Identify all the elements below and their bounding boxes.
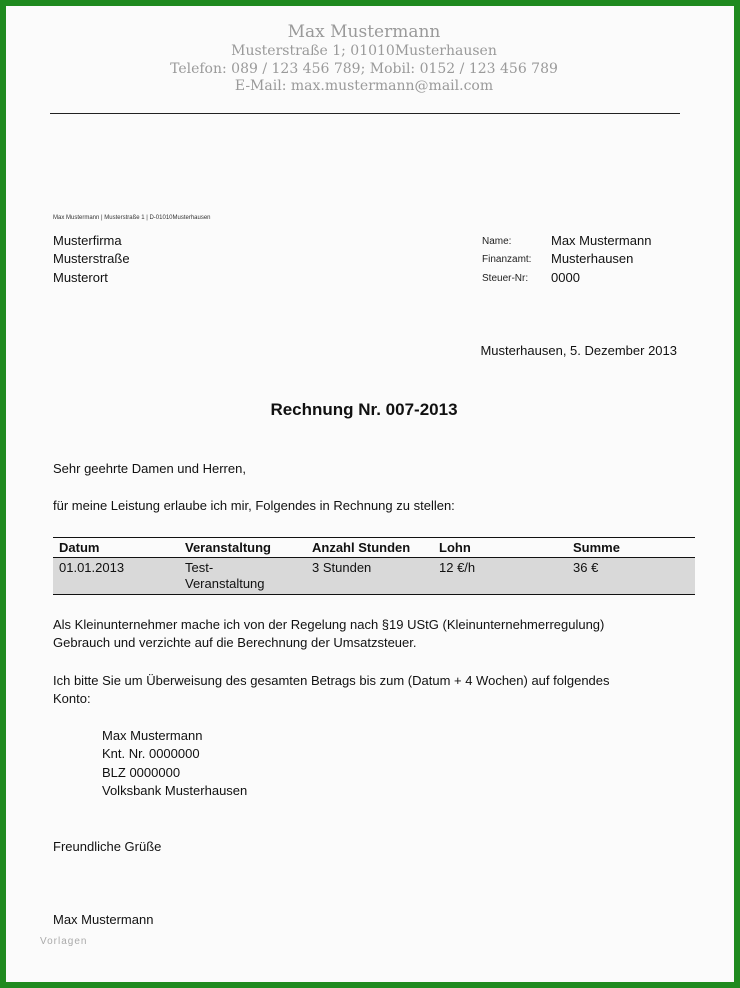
- letterhead-phone: Telefon: 089 / 123 456 789; Mobil: 0152 / 123 456 789: [170, 61, 558, 77]
- account-line: Max Mustermann: [102, 728, 203, 743]
- column-header-lohn: Lohn: [433, 538, 567, 558]
- header-divider: [50, 113, 680, 114]
- cell-summe: 36 €: [567, 558, 695, 595]
- intro-text: für meine Leistung erlaube ich mir, Folgendes in Rechnung zu stellen:: [53, 498, 455, 513]
- recipient-line: Musterort: [53, 270, 108, 285]
- letterhead-address: Musterstraße 1; 01010Musterhausen: [231, 43, 497, 59]
- table-row: [53, 558, 695, 595]
- column-header-stunden: Anzahl Stunden: [306, 538, 433, 558]
- recipient-line: Musterfirma: [53, 233, 122, 248]
- account-line: BLZ 0000000: [102, 765, 181, 780]
- table-header-row: [53, 538, 695, 558]
- payment-line: Ich bitte Sie um Überweisung des gesamten Betrags bis zum (Datum + 4 Wochen) auf folgendes: [53, 673, 610, 688]
- signature-name: Max Mustermann: [53, 912, 154, 927]
- watermark: Vorlagen: [40, 936, 88, 947]
- tax-note-line: Als Kleinunternehmer mache ich von der Regelung nach §19 UStG (Kleinunternehmerregulung): [53, 617, 605, 632]
- cell-stunden: 3 Stunden: [306, 558, 433, 595]
- column-header-summe: Summe: [567, 538, 695, 558]
- sender-line: Max Mustermann | Musterstraße 1 | D-01010Musterhausen: [53, 215, 211, 221]
- info-label: Name:: [482, 236, 512, 247]
- letterhead-name: Max Mustermann: [287, 22, 441, 42]
- salutation: Sehr geehrte Damen und Herren,: [53, 461, 246, 476]
- info-value: Max Mustermann: [551, 233, 652, 248]
- column-header-datum: Datum: [53, 538, 179, 558]
- column-header-veranstaltung: Veranstaltung: [179, 538, 306, 558]
- info-value: 0000: [551, 270, 580, 285]
- tax-note-line: Gebrauch und verzichte auf die Berechnung der Umsatzsteuer.: [53, 635, 417, 650]
- info-label: Finanzamt:: [482, 254, 532, 265]
- account-line: Volksbank Musterhausen: [102, 783, 248, 798]
- account-line: Knt. Nr. 0000000: [102, 746, 200, 761]
- payment-line: Konto:: [53, 691, 91, 706]
- cell-lohn: 12 €/h: [433, 558, 567, 595]
- letterhead-email: E-Mail: max.mustermann@mail.com: [234, 78, 494, 94]
- cell-veranstaltung: [179, 558, 306, 595]
- recipient-line: Musterstraße: [53, 251, 130, 266]
- invoice-title: Rechnung Nr. 007-2013: [270, 400, 458, 419]
- invoice-table: [53, 537, 695, 595]
- cell-veranstaltung-line: Test-: [185, 560, 214, 575]
- info-label: Steuer-Nr:: [482, 273, 529, 284]
- cell-datum: 01.01.2013: [53, 558, 179, 595]
- cell-veranstaltung-line: Veranstaltung: [185, 576, 265, 591]
- date-line: Musterhausen, 5. Dezember 2013: [480, 343, 677, 358]
- closing: Freundliche Grüße: [53, 839, 162, 854]
- info-value: Musterhausen: [551, 251, 634, 266]
